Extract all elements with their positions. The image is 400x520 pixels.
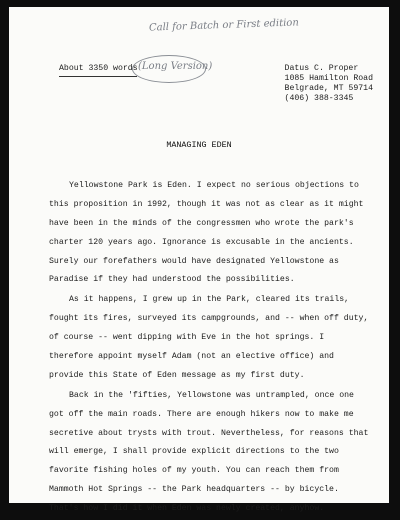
text-line: Paradise if they had understood the possibilities. [49,275,295,285]
text-line: charter 120 years ago. Ignorance is excusable in the ancients. [49,237,354,247]
document-title: MANAGING EDEN [166,140,232,150]
author-name: Datus C. Proper [284,64,359,73]
text-line: have been in the minds of the congressmen who wrote the park's [49,218,354,228]
text-line: fought its fires, surveyed its campgrounds, and -- when off duty, [49,314,369,324]
author-address-block [285,64,373,104]
paragraph-2 [49,291,369,385]
paragraph-3 [49,387,369,519]
handwritten-note-top: Call for Batch or First edition [148,17,299,34]
author-city: Belgrade, MT 59714 [284,84,373,93]
author-phone: (406) 388-3345 [284,94,354,103]
document-body [49,177,369,520]
text-line: provide this State of Eden message as my first duty. [49,370,305,380]
text-line: As it happens, I grew up in the Park, cleared its trails, [69,295,350,305]
text-line: will emerge, I shall provide explicit directions to the two [49,447,339,457]
text-line: secretive about trysts with trout. Nevertheless, for reasons that [49,428,369,438]
handwritten-note-oval: (Long Version) [138,61,213,72]
text-line: this proposition in 1992, though it was not as clear as it might [49,199,364,209]
text-line: Back in the 'fifties, Yellowstone was untrampled, once one [69,390,354,400]
text-line: Yellowstone Park is Eden. I expect no serious objections to [69,181,359,190]
text-line: of course -- went dipping with Eve in the hot springs. I [49,333,325,343]
manuscript-page [9,7,389,514]
text-line: That's how I did it when Eden was newly created, anyhow. [49,504,325,514]
word-count: About 3350 words [59,64,138,73]
text-line: therefore appoint myself Adam (not an elective office) and [49,352,334,362]
text-line: favorite fishing holes of my youth. You can reach them from [49,466,339,476]
author-street: 1085 Hamilton Road [284,74,373,83]
word-count-underline [59,76,137,77]
text-line: Surely our forefathers would have designated Yellowstone as [49,256,339,266]
text-line: Mammoth Hot Springs -- the Park headquarters -- by bicycle. [49,485,339,495]
paragraph-1 [49,177,364,290]
text-line: got off the main roads. There are enough hikers now to make me [49,409,354,419]
